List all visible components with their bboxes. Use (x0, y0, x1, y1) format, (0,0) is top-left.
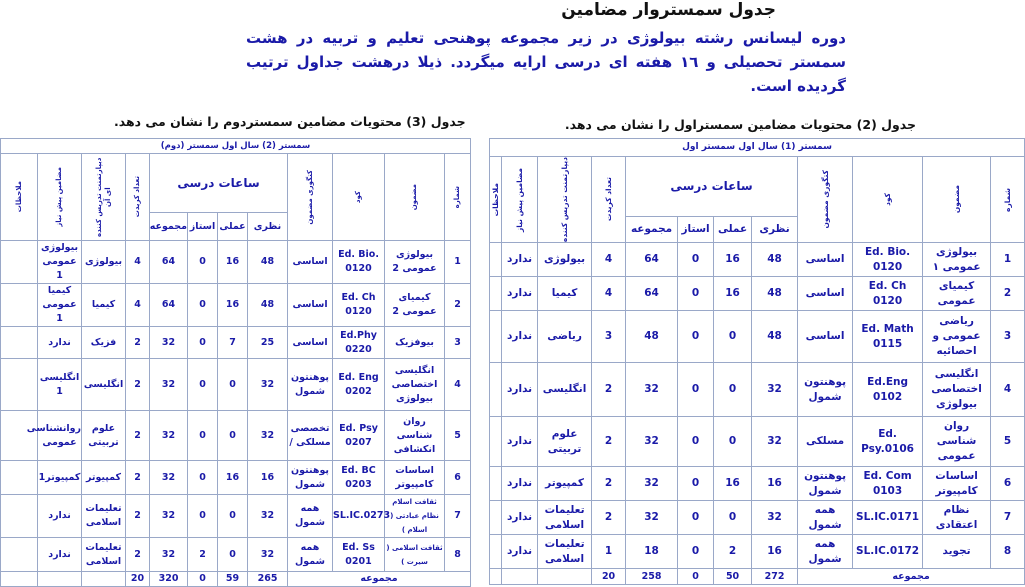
cell-theory: 48 (752, 311, 798, 363)
cell-notes (1, 411, 38, 461)
table2-header-no: شماره (991, 157, 1025, 243)
table3-totals-empty (1, 572, 38, 587)
cell-total: 32 (150, 359, 188, 411)
cell-dept: تعلیمات اسلامی (82, 495, 126, 538)
cell-no: 2 (445, 284, 471, 327)
cell-category: پوهنتون شمول (288, 461, 333, 495)
table3-header-category: کتگوری مضمون (288, 154, 333, 241)
cell-no: 8 (991, 535, 1025, 569)
cell-subject: تجوید (923, 535, 991, 569)
cell-credits: 2 (126, 359, 150, 411)
cell-notes (1, 284, 38, 327)
cell-no: 4 (991, 363, 1025, 417)
cell-category: پوهنتون شمول (798, 363, 853, 417)
cell-dept: کمپیوتر (538, 467, 592, 501)
cell-no: 3 (445, 327, 471, 359)
cell-total: 32 (626, 501, 678, 535)
cell-dept: فزیک (82, 327, 126, 359)
cell-total: 18 (626, 535, 678, 569)
cell-theory: 48 (248, 241, 288, 284)
table2-caption: جدول (2) محتویات مضامین سمستراول را نشان می دهد. (564, 117, 916, 132)
cell-subject: بیولوژی عمومی ۱ (923, 243, 991, 277)
cell-prereq: ندارد (38, 495, 82, 538)
table3-header-credits: تعداد کریدت (126, 154, 150, 241)
cell-dept: ریاضی (538, 311, 592, 363)
cell-theory: 32 (752, 501, 798, 535)
cell-code: Ed. Psy 0207 (333, 411, 385, 461)
cell-credits: 1 (592, 535, 626, 569)
cell-theory: 32 (248, 538, 288, 572)
cell-no: 6 (991, 467, 1025, 501)
cell-theory: 16 (752, 467, 798, 501)
cell-theory: 32 (752, 363, 798, 417)
cell-category: اساسی (798, 243, 853, 277)
cell-code: Ed. Bio. 0120 (853, 243, 923, 277)
cell-prereq: ندارد (38, 327, 82, 359)
table2-header-total: مجموعه (626, 216, 678, 242)
cell-category: پوهنتون شمول (798, 467, 853, 501)
cell-teacher: 0 (678, 501, 714, 535)
cell-category: اساسی (798, 277, 853, 311)
cell-credits: 2 (592, 501, 626, 535)
cell-practical: 0 (218, 411, 248, 461)
cell-dept: بیولوژی (82, 241, 126, 284)
cell-subject: ثقافت اسلامی ( سیرت ) (385, 538, 445, 572)
table2-header-notes: ملاحظات (490, 157, 502, 243)
cell-no: 8 (445, 538, 471, 572)
cell-category: تخصصی مسلکی / (288, 411, 333, 461)
cell-theory: 32 (752, 417, 798, 467)
cell-total: 32 (150, 461, 188, 495)
table-row (490, 501, 1025, 535)
table3-totals-empty (38, 572, 82, 587)
table3-header-total: مجموعه (150, 213, 188, 241)
cell-dept: تعلیمات اسلامی (82, 538, 126, 572)
cell-theory: 16 (752, 535, 798, 569)
table2-totals-empty (538, 569, 592, 585)
cell-dept: کمپیوتر (82, 461, 126, 495)
cell-teacher: 0 (188, 327, 218, 359)
cell-subject: ثقافت اسلام نظام عبادتی ( اسلام ) (385, 495, 445, 538)
cell-code: Ed. Psy.0106 (853, 417, 923, 467)
cell-category: اساسی (288, 241, 333, 284)
cell-practical: 0 (218, 495, 248, 538)
cell-practical: 7 (218, 327, 248, 359)
table2-header-prereq: مضامین پیش نیاز (502, 157, 538, 243)
cell-notes (1, 241, 38, 284)
cell-dept: تعلیمات اسلامی (538, 535, 592, 569)
table3-header-practical: عملی (218, 213, 248, 241)
cell-subject: بیوفزیک (385, 327, 445, 359)
cell-theory: 16 (248, 461, 288, 495)
table-row (1, 538, 471, 572)
cell-notes (1, 538, 38, 572)
table-row (490, 277, 1025, 311)
table3-totals-credits: 20 (126, 572, 150, 587)
table-row (1, 359, 471, 411)
cell-code: Ed. Ch 0120 (853, 277, 923, 311)
table3-header-teacher: استاز (188, 213, 218, 241)
table2-header-category: کتگوری مضمون (798, 157, 853, 243)
cell-total: 32 (150, 327, 188, 359)
table-row (1, 461, 471, 495)
cell-prereq: ندارد (502, 243, 538, 277)
cell-credits: 2 (592, 363, 626, 417)
cell-practical: 16 (714, 243, 752, 277)
cell-teacher: 0 (678, 535, 714, 569)
cell-practical: 0 (218, 359, 248, 411)
table2-semester-1 (489, 138, 1025, 585)
table3-header-theory: نظری (248, 213, 288, 241)
cell-prereq: انگلیسی 1 (38, 359, 82, 411)
cell-teacher: 0 (188, 359, 218, 411)
cell-total: 64 (150, 241, 188, 284)
cell-credits: 2 (126, 538, 150, 572)
table3-semester-2 (0, 138, 471, 587)
cell-total: 32 (626, 417, 678, 467)
table3-header-hours: ساعات درسی (150, 154, 288, 213)
table2-header-subject: مضمون (923, 157, 991, 243)
table-row (490, 535, 1025, 569)
table-row (490, 243, 1025, 277)
cell-dept: کیمیا (538, 277, 592, 311)
cell-teacher: 0 (188, 411, 218, 461)
cell-subject: انگلیسی اختصاصی بیولوژی (923, 363, 991, 417)
cell-theory: 32 (248, 359, 288, 411)
cell-credits: 2 (126, 327, 150, 359)
cell-subject: نظام اعتقادی (923, 501, 991, 535)
cell-credits: 4 (592, 277, 626, 311)
cell-dept: تعلیمات اسلامی (538, 501, 592, 535)
table2-header-theory: نظری (752, 216, 798, 242)
table-row (1, 411, 471, 461)
cell-category: همه شمول (288, 538, 333, 572)
cell-practical: 0 (714, 311, 752, 363)
cell-prereq: ندارد (502, 467, 538, 501)
table3-header-code: کود (333, 154, 385, 241)
cell-teacher: 0 (188, 284, 218, 327)
cell-theory: 32 (248, 495, 288, 538)
cell-teacher: 0 (678, 417, 714, 467)
cell-practical: 0 (714, 363, 752, 417)
table3-totals-empty (82, 572, 126, 587)
table3-header-prereq: مضامین پیش نیاز (38, 154, 82, 241)
table2-header-dept: دیپارتمنت تدریس کننده (538, 157, 592, 243)
table3-caption: جدول (3) محتویات مضامین سمستردوم را نشان می دهد. (114, 114, 466, 129)
cell-credits: 4 (126, 241, 150, 284)
table3-header-dept: دیپارتمنت تدریس کننده ای آن (82, 154, 126, 241)
cell-practical: 0 (714, 501, 752, 535)
cell-teacher: 0 (188, 461, 218, 495)
table2-totals-credits: 20 (592, 569, 626, 585)
cell-prereq: ندارد (502, 277, 538, 311)
cell-notes (1, 359, 38, 411)
table2-totals-row (490, 569, 1025, 585)
cell-no: 5 (445, 411, 471, 461)
cell-practical: 16 (218, 284, 248, 327)
table3-totals-label: مجموعه (288, 572, 471, 587)
cell-credits: 2 (592, 467, 626, 501)
cell-code: Ed. Ch 0120 (333, 284, 385, 327)
table2-semester-label: سمستر (1) سال اول سمستر اول (490, 139, 1025, 157)
cell-dept: انگلیسی (538, 363, 592, 417)
cell-category: همه شمول (798, 535, 853, 569)
cell-no: 7 (445, 495, 471, 538)
cell-prereq: ندارد (502, 501, 538, 535)
table2-totals-empty (502, 569, 538, 585)
cell-prereq: ندارد (502, 417, 538, 467)
cell-teacher: 0 (678, 277, 714, 311)
cell-teacher: 2 (188, 538, 218, 572)
cell-code: Ed. Bio. 0120 (333, 241, 385, 284)
page-title: جدول سمستروار مضامین (561, 0, 776, 20)
table3-header-subject: مضمون (385, 154, 445, 241)
table3-header-notes: ملاحظات (1, 154, 38, 241)
table-row (490, 467, 1025, 501)
cell-practical: 16 (218, 461, 248, 495)
cell-teacher: 0 (188, 495, 218, 538)
cell-category: همه شمول (798, 501, 853, 535)
cell-prereq: روانشناسی عمومی (38, 411, 82, 461)
cell-total: 32 (626, 467, 678, 501)
cell-dept: علوم تربیتی (538, 417, 592, 467)
cell-total: 64 (150, 284, 188, 327)
cell-subject: کیمیای عمومی 2 (385, 284, 445, 327)
cell-teacher: 0 (678, 243, 714, 277)
cell-theory: 32 (248, 411, 288, 461)
cell-category: مسلکی (798, 417, 853, 467)
cell-practical: 16 (714, 277, 752, 311)
cell-credits: 3 (592, 311, 626, 363)
cell-dept: علوم تربیتی (82, 411, 126, 461)
cell-theory: 25 (248, 327, 288, 359)
cell-category: اساسی (798, 311, 853, 363)
cell-code: SL.IC.0273 (333, 495, 385, 538)
cell-subject: ریاضی عمومی و احصائیه (923, 311, 991, 363)
cell-notes (1, 461, 38, 495)
cell-total: 64 (626, 277, 678, 311)
table2-header-credits: تعداد کریدت (592, 157, 626, 243)
cell-subject: روان شناسی انکشافی (385, 411, 445, 461)
cell-category: اساسی (288, 284, 333, 327)
table-row (1, 241, 471, 284)
cell-no: 4 (445, 359, 471, 411)
cell-prereq: کیمیا عمومی 1 (38, 284, 82, 327)
cell-prereq: بیولوژی عمومی 1 (38, 241, 82, 284)
cell-notes (490, 243, 502, 277)
cell-no: 6 (445, 461, 471, 495)
cell-notes (490, 417, 502, 467)
cell-no: 5 (991, 417, 1025, 467)
cell-notes (490, 277, 502, 311)
table3-header-no: شماره (445, 154, 471, 241)
table2-header-teacher: استاز (678, 216, 714, 242)
cell-prereq: ندارد (502, 535, 538, 569)
cell-practical: 0 (714, 417, 752, 467)
cell-no: 2 (991, 277, 1025, 311)
cell-prereq: ندارد (38, 538, 82, 572)
table2-header-hours: ساعات درسی (626, 157, 798, 217)
cell-teacher: 0 (678, 363, 714, 417)
table2-totals-total: 258 (626, 569, 678, 585)
cell-practical: 16 (218, 241, 248, 284)
cell-theory: 48 (752, 243, 798, 277)
cell-subject: اساسات کامپیوتر (385, 461, 445, 495)
cell-subject: کیمیای عمومی (923, 277, 991, 311)
cell-subject: بیولوژی عمومی 2 (385, 241, 445, 284)
cell-code: Ed. Math 0115 (853, 311, 923, 363)
table3-totals-practical: 59 (218, 572, 248, 587)
cell-teacher: 0 (678, 467, 714, 501)
cell-category: اساسی (288, 327, 333, 359)
cell-category: پوهنتون شمول (288, 359, 333, 411)
table-row (490, 311, 1025, 363)
cell-credits: 2 (592, 417, 626, 467)
cell-subject: اساسات کامپیوتر (923, 467, 991, 501)
cell-notes (490, 535, 502, 569)
cell-notes (490, 501, 502, 535)
cell-no: 3 (991, 311, 1025, 363)
table3-totals-theory: 265 (248, 572, 288, 587)
cell-theory: 48 (248, 284, 288, 327)
cell-code: Ed. Com 0103 (853, 467, 923, 501)
cell-code: Ed.Phy 0220 (333, 327, 385, 359)
cell-dept: کیمیا (82, 284, 126, 327)
table3-totals-row (1, 572, 471, 587)
table-row (490, 363, 1025, 417)
cell-theory: 48 (752, 277, 798, 311)
cell-notes (1, 327, 38, 359)
table-row (1, 327, 471, 359)
table2-header-practical: عملی (714, 216, 752, 242)
cell-notes (490, 467, 502, 501)
cell-no: 7 (991, 501, 1025, 535)
cell-teacher: 0 (678, 311, 714, 363)
cell-code: Ed. BC 0203 (333, 461, 385, 495)
cell-notes (490, 311, 502, 363)
cell-category: همه شمول (288, 495, 333, 538)
cell-code: Ed. Eng 0202 (333, 359, 385, 411)
table3-totals-total: 320 (150, 572, 188, 587)
cell-teacher: 0 (188, 241, 218, 284)
cell-notes (490, 363, 502, 417)
cell-credits: 2 (126, 461, 150, 495)
cell-credits: 4 (592, 243, 626, 277)
cell-subject: روان شناسی عمومی (923, 417, 991, 467)
table2-totals-label: مجموعه (798, 569, 1025, 585)
table-row (1, 495, 471, 538)
cell-total: 32 (150, 495, 188, 538)
table2-totals-teacher: 0 (678, 569, 714, 585)
table2-totals-practical: 50 (714, 569, 752, 585)
table2-header-code: کود (853, 157, 923, 243)
cell-code: SL.IC.0171 (853, 501, 923, 535)
table3-semester-label: سمستر (2) سال اول سمستر (دوم) (1, 139, 471, 154)
cell-practical: 16 (714, 467, 752, 501)
table-row (490, 417, 1025, 467)
cell-dept: بیولوژی (538, 243, 592, 277)
table-row (1, 284, 471, 327)
table2-totals-theory: 272 (752, 569, 798, 585)
cell-notes (1, 495, 38, 538)
cell-practical: 0 (218, 538, 248, 572)
table2-totals-empty (490, 569, 502, 585)
cell-no: 1 (991, 243, 1025, 277)
cell-prereq: ندارد (502, 363, 538, 417)
cell-code: SL.IC.0172 (853, 535, 923, 569)
cell-code: Ed.Eng 0102 (853, 363, 923, 417)
cell-total: 32 (150, 411, 188, 461)
cell-prereq: ندارد (502, 311, 538, 363)
cell-credits: 2 (126, 411, 150, 461)
cell-practical: 2 (714, 535, 752, 569)
intro-paragraph: دوره لیسانس رشته بیولوژی در زیر مجموعه پوهنحی تعلیم و تربیه در هشت سمستر تحصیلی و ۱٦ هفته ای درسی ارایه میگردد. ذیلا درهشت جداول ترتیب گردیده است. (246, 29, 846, 95)
cell-subject: انگلیسی اختصاصی بیولوژی (385, 359, 445, 411)
cell-total: 64 (626, 243, 678, 277)
cell-total: 32 (626, 363, 678, 417)
cell-total: 48 (626, 311, 678, 363)
cell-no: 1 (445, 241, 471, 284)
cell-total: 32 (150, 538, 188, 572)
table3-totals-teacher: 0 (188, 572, 218, 587)
cell-credits: 2 (126, 495, 150, 538)
cell-code: Ed. Ss 0201 (333, 538, 385, 572)
cell-prereq: کمپیوتر1 (38, 461, 82, 495)
cell-credits: 4 (126, 284, 150, 327)
cell-dept: انگلیسی (82, 359, 126, 411)
